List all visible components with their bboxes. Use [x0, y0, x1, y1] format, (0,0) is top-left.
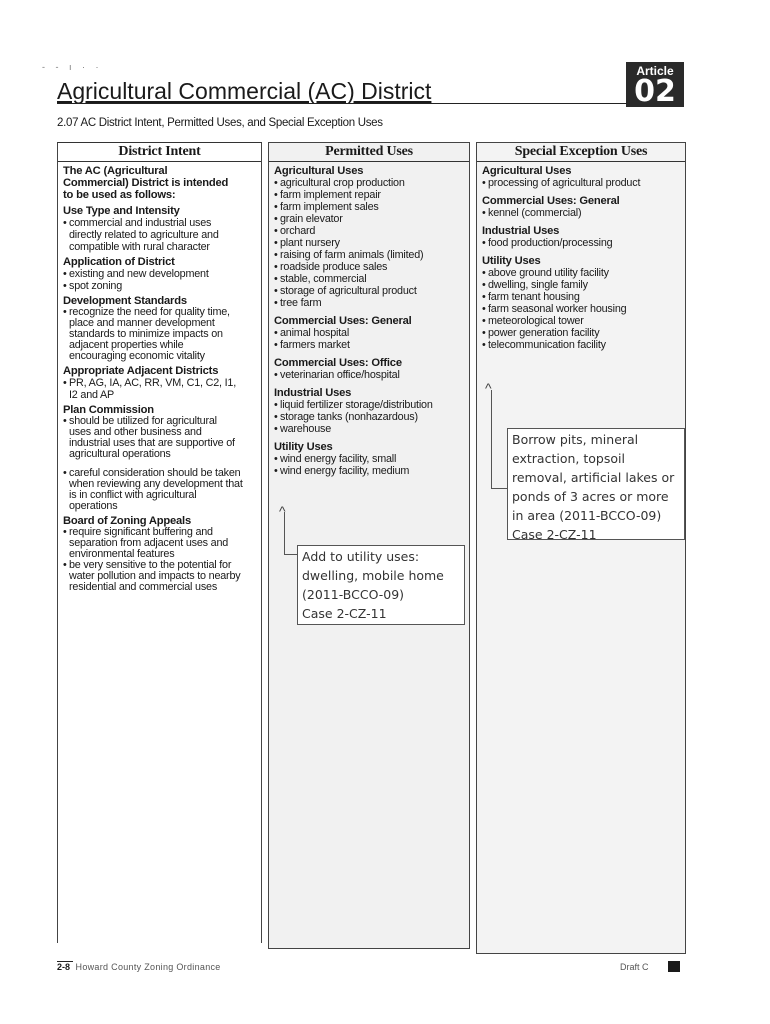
special-use-item: • meteorological tower	[482, 315, 680, 327]
intent-lead-line: to be used as follows:	[63, 189, 176, 201]
intent-text-line: operations	[69, 500, 118, 512]
intent-lead	[63, 165, 256, 201]
use-type-item	[63, 217, 256, 253]
intent-text-line: • existing and new development	[69, 268, 209, 280]
bza-item	[63, 560, 256, 593]
callout-line	[491, 390, 492, 488]
plan-commission-item	[63, 416, 256, 460]
permitted-use-item: • orchard	[274, 225, 464, 237]
bza-heading: Board of Zoning Appeals	[63, 515, 191, 527]
permitted-use-item: • farm implement sales	[274, 201, 464, 213]
intent-text-line: encouraging economic vitality	[69, 350, 205, 362]
permitted-use-item: • farm implement repair	[274, 189, 464, 201]
special-use-item: • dwelling, single family	[482, 279, 680, 291]
application-heading: Application of District	[63, 256, 175, 268]
intent-text-line: industrial uses that are supportive of	[69, 437, 235, 449]
note-line: Borrow pits, mineral	[512, 432, 639, 447]
permitted-use-item: • wind energy facility, small	[274, 453, 464, 465]
article-badge-label: Article	[636, 64, 674, 78]
permitted-use-item: • animal hospital	[274, 327, 464, 339]
intent-text-line: environmental features	[69, 548, 175, 560]
special-exception-body	[477, 162, 685, 351]
application-item	[63, 280, 256, 292]
article-badge	[626, 62, 684, 107]
permitted-uses-heading: Permitted Uses	[269, 143, 469, 162]
permitted-use-item: • roadside produce sales	[274, 261, 464, 273]
special-use-item: • kennel (commercial)	[482, 207, 680, 219]
callout-line	[284, 554, 297, 555]
publication-name: Howard County Zoning Ordinance	[75, 962, 221, 972]
scan-marks: - - ı · ·	[42, 62, 103, 72]
district-intent-column	[57, 142, 262, 943]
permitted-use-item: • stable, commercial	[274, 273, 464, 285]
permitted-commercial-office-heading: Commercial Uses: Office	[274, 357, 402, 369]
permitted-uses-body	[269, 162, 469, 477]
permitted-use-item: • tree farm	[274, 297, 464, 309]
permitted-use-item: • wind energy facility, medium	[274, 465, 464, 477]
page-footer	[57, 962, 221, 972]
intent-text-line: when reviewing any development that	[69, 478, 243, 490]
permitted-use-item: • storage of agricultural product	[274, 285, 464, 297]
intent-text-line: water pollution and impacts to nearby	[69, 570, 241, 582]
adjacent-item	[63, 377, 256, 401]
permitted-use-item: • liquid fertilizer storage/distribution	[274, 399, 464, 411]
intent-text-line: • PR, AG, IA, AC, RR, VM, C1, C2, I1,	[69, 377, 236, 389]
up-arrow-icon: ^	[279, 503, 286, 519]
intent-text-line: residential and commercial uses	[69, 581, 218, 593]
intent-text-line: I2 and AP	[69, 389, 115, 401]
district-intent-body	[58, 162, 261, 593]
page-number: 2-8	[57, 961, 73, 972]
special-use-item: • farm tenant housing	[482, 291, 680, 303]
footer-marker	[668, 961, 680, 972]
intent-text-line: • should be utilized for agricultural	[69, 415, 217, 427]
utility-uses-amendment-note	[297, 545, 465, 625]
special-use-item: • above ground utility facility	[482, 267, 680, 279]
application-item	[63, 268, 256, 280]
permitted-use-item: • veterinarian office/hospital	[274, 369, 464, 381]
intent-text-line: • commercial and industrial uses	[69, 217, 212, 229]
permitted-use-item: • warehouse	[274, 423, 464, 435]
intent-text-line: • recognize the need for quality time,	[69, 306, 230, 318]
callout-line	[491, 488, 507, 489]
special-use-item: • farm seasonal worker housing	[482, 303, 680, 315]
plan-commission-item	[63, 468, 256, 512]
permitted-use-item: • storage tanks (nonhazardous)	[274, 411, 464, 423]
note-line: ponds of 3 acres or more	[512, 489, 669, 504]
up-arrow-icon: ^	[485, 380, 492, 396]
development-item	[63, 307, 256, 362]
intent-lead-line: The AC (Agricultural	[63, 165, 168, 177]
permitted-use-item: • grain elevator	[274, 213, 464, 225]
intent-text-line: • spot zoning	[69, 280, 123, 292]
permitted-commercial-general-heading: Commercial Uses: General	[274, 315, 412, 327]
note-line: Add to utility uses:	[302, 549, 420, 564]
plan-commission-heading: Plan Commission	[63, 404, 154, 416]
intent-text-line: directly related to agriculture and	[69, 229, 219, 241]
borrow-pits-amendment-note	[507, 428, 685, 540]
draft-status: Draft C	[620, 962, 649, 972]
section-subtitle: 2.07 AC District Intent, Permitted Uses, and Special Exception Uses	[57, 117, 383, 129]
permitted-use-item: • raising of farm animals (limited)	[274, 249, 464, 261]
permitted-industrial-heading: Industrial Uses	[274, 387, 352, 399]
intent-lead-line: Commercial) District is intended	[63, 177, 229, 189]
special-exception-heading: Special Exception Uses	[477, 143, 685, 162]
intent-text-line: uses and other business and	[69, 426, 202, 438]
adjacent-heading: Appropriate Adjacent Districts	[63, 365, 219, 377]
special-commercial-general-heading: Commercial Uses: General	[482, 195, 620, 207]
intent-text-line: separation from adjacent uses and	[69, 537, 229, 549]
intent-text-line: standards to minimize impacts on	[69, 328, 223, 340]
page-title: Agricultural Commercial (AC) District	[57, 78, 432, 104]
intent-text-line: • require significant buffering and	[69, 526, 213, 538]
permitted-agricultural-heading: Agricultural Uses	[274, 165, 364, 177]
special-use-item: • power generation facility	[482, 327, 680, 339]
special-use-item: • processing of agricultural product	[482, 177, 680, 189]
intent-text-line: • careful consideration should be taken	[69, 467, 241, 479]
permitted-use-item: • agricultural crop production	[274, 177, 464, 189]
special-agricultural-heading: Agricultural Uses	[482, 165, 572, 177]
permitted-utility-heading: Utility Uses	[274, 441, 333, 453]
intent-text-line: • be very sensitive to the potential for	[69, 559, 232, 571]
intent-text-line: adjacent properties while	[69, 339, 184, 351]
district-intent-heading: District Intent	[58, 143, 261, 162]
special-industrial-heading: Industrial Uses	[482, 225, 560, 237]
intent-text-line: compatible with rural character	[69, 241, 210, 253]
note-line: (2011-BCCO-09)	[302, 587, 405, 602]
title-rule	[57, 103, 627, 104]
note-line: in area (2011-BCCO-09)	[512, 508, 662, 523]
permitted-use-item: • plant nursery	[274, 237, 464, 249]
note-line: dwelling, mobile home	[302, 568, 444, 583]
intent-text-line: agricultural operations	[69, 448, 171, 460]
use-type-heading: Use Type and Intensity	[63, 205, 180, 217]
note-line: Case 2-CZ-11	[512, 527, 597, 542]
note-line: removal, artificial lakes or	[512, 470, 675, 485]
special-use-item: • food production/processing	[482, 237, 680, 249]
bza-item	[63, 527, 256, 560]
callout-line	[284, 512, 285, 554]
special-use-item: • telecommunication facility	[482, 339, 680, 351]
intent-text-line: is in conflict with agricultural	[69, 489, 197, 501]
special-utility-heading: Utility Uses	[482, 255, 541, 267]
permitted-use-item: • farmers market	[274, 339, 464, 351]
article-badge-number: 02	[634, 74, 676, 109]
note-line: extraction, topsoil	[512, 451, 625, 466]
note-line: Case 2-CZ-11	[302, 606, 387, 621]
development-heading: Development Standards	[63, 295, 187, 307]
intent-text-line: place and manner development	[69, 317, 215, 329]
special-exception-column	[476, 142, 686, 954]
